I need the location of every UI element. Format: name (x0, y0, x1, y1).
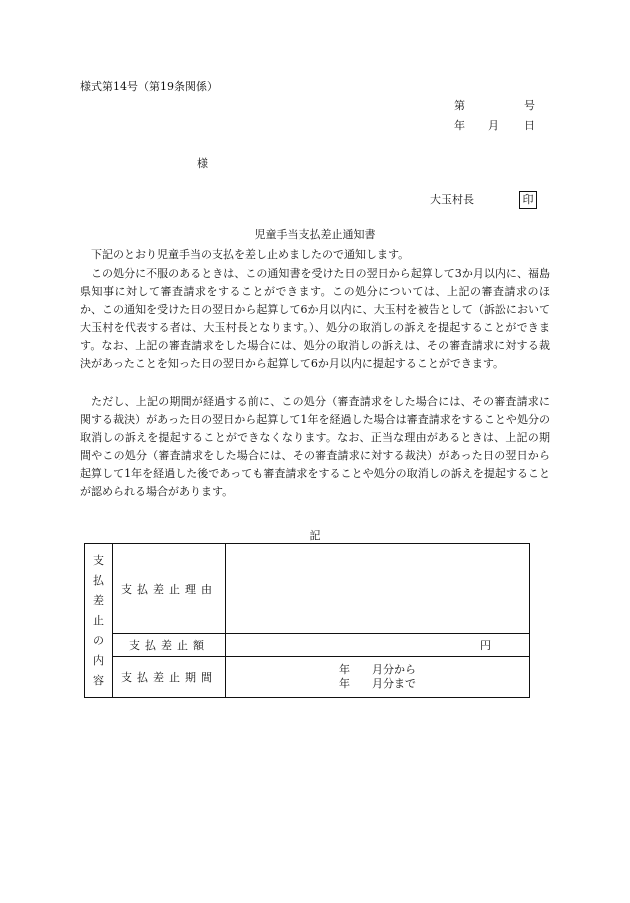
amount-label: 支払差止額 (113, 634, 226, 657)
paragraph-limitation: ただし、上記の期間が経過する前に、この処分（審査請求をした場合には、その審査請求に関する裁決）があった日の翌日から起算して1年を経過した場合は審査請求をすることや処分の取消しの訴えを提起することができなくなります。なお、正当な理由があるときは、上記の期間やこの処分（審査請求をした場合には、その審査請求に対する裁決）があった日の翌日から起算して1年を経過した後であっても審査請求をすることや処分の取消しの訴えを提起することが認められる場合があります。 (80, 395, 550, 498)
reason-value (226, 544, 530, 634)
vertical-char: 止 (93, 613, 104, 627)
addressee-suffix: 様 (197, 157, 208, 170)
table-row-reason (85, 544, 530, 634)
table-row-amount (85, 634, 530, 657)
mayor-signature: 大玉村長 (430, 193, 474, 206)
period-label: 支払差止期間 (113, 657, 226, 698)
document-number-suffix: 号 (524, 99, 535, 112)
vertical-char: 払 (93, 573, 104, 587)
vertical-char: の (93, 633, 104, 647)
vertical-label (85, 544, 113, 698)
date-month: 月 (488, 119, 499, 132)
date-year: 年 (454, 119, 465, 132)
amount-unit: 円 (226, 634, 530, 657)
period-to: 年 月分まで (339, 677, 416, 690)
document-number-prefix: 第 (454, 99, 465, 112)
reason-label: 支払差止理由 (113, 544, 226, 634)
date-day: 日 (524, 119, 535, 132)
paragraph-notice: 下記のとおり児童手当の支払を差し止めましたので通知します。 (91, 248, 410, 261)
table-row-period (85, 657, 530, 698)
seal-box: 印 (519, 191, 537, 209)
vertical-char: 差 (93, 593, 104, 607)
paragraph-appeal: この処分に不服のあるときは、この通知書を受けた日の翌日から起算して3か月以内に、福島県知事に対して審査請求をすることができます。この処分については、上記の審査請求のほか、この通知を受けた日の翌日から起算して6か月以内に、大玉村を被告として（訴訟において大玉村を代表する者は、大玉村長となります。）、処分の取消しの訴えを提起することができます。なお、上記の審査請求をした場合には、処分の取消しの訴えは、その審査請求に対する裁決があったことを知った日の翌日から起算して6か月以内に提起することができます。 (80, 267, 550, 370)
vertical-char: 支 (93, 553, 104, 567)
form-number: 様式第14号（第19条関係） (80, 80, 218, 93)
vertical-char: 内 (93, 653, 104, 667)
period-value (226, 657, 530, 698)
period-from: 年 月分から (339, 663, 416, 676)
vertical-char: 容 (93, 673, 104, 687)
details-table (84, 543, 530, 698)
ki-heading: 記 (309, 529, 321, 542)
document-title: 児童手当支払差止通知書 (254, 228, 376, 241)
